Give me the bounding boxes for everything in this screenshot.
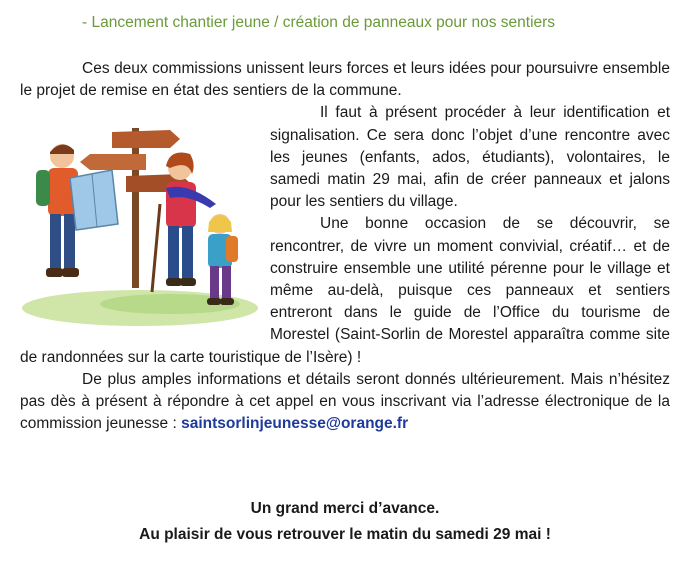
- closing-thanks: Un grand merci d’avance.: [250, 500, 440, 517]
- paragraph-contact: [20, 369, 670, 436]
- article-body: [20, 58, 670, 435]
- document-page: [20, 0, 670, 563]
- contact-email-link[interactable]: saintsorlinjeunesse@orange.fr: [181, 415, 409, 433]
- closing-meeting: Au plaisir de vous retrouver le matin du samedi 29 mai !: [139, 526, 551, 543]
- hikers-signpost-illustration: [20, 108, 260, 326]
- paragraph-intro: Ces deux commissions unissent leurs forces et leurs idées pour poursuivre ensemble le projet de remise en état des sentiers de la commune.: [20, 60, 670, 100]
- paragraph-identification: Il faut à présent procéder à leur identification et signalisation. Ce sera donc l’objet d’une rencontre avec les jeunes (enfants, ados, étudiants), volontaires, le samedi matin 29 mai, afin de créer panneaux et jalons pour les sentiers du village.: [270, 104, 670, 211]
- contact-text: De plus amples informations et détails seront donnés ultérieurement. Mais n’hésitez pas dès à présent à répondre à cet appel en vous inscrivant via l’adresse électronique de la commission jeunesse :: [20, 370, 670, 433]
- paragraph-occasion: Une bonne occasion de se découvrir, se rencontrer, de vivre un moment convivial, créatif… et de construire ensemble une utilité pérenne pour le village et même au-delà, puisque ces panneaux et sentiers entreront dans le guide de l’Office du tourisme de Morestel (Saint-Sorlin de Morestel apparaîtra comme site de randonnées sur la carte touristique de l’Isère) !: [20, 215, 670, 366]
- section-heading: - Lancement chantier jeune / création de panneaux pour nos sentiers: [82, 14, 556, 31]
